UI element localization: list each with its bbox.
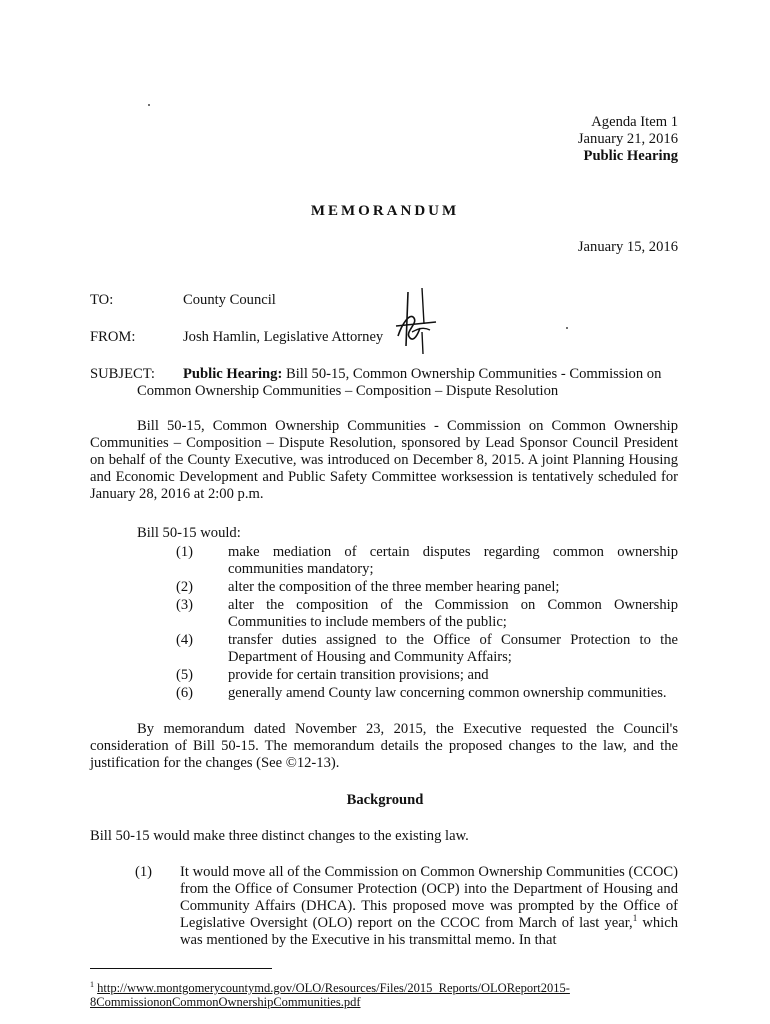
footnote-ref: 1 [632, 913, 638, 924]
agenda-date: January 21, 2016 [577, 131, 678, 147]
intro-paragraph: Bill 50-15, Common Ownership Communities - Commission on Common Ownership Communities – Composition – Dispute Resolution, sponsored by Lead Sponsor Council President on behalf of the County Executive, was introduced on December 8, 2015. A joint Planning Housing and Economic Development and Public Safety Committee worksession is tentatively scheduled for January 28, 2016 at 2:00 p.m. [90, 418, 678, 502]
scan-speck [566, 327, 568, 329]
subject-text: Bill 50-15, Common Ownership Communities - Commission on [282, 366, 662, 382]
page-title: MEMORANDUM [310, 203, 460, 219]
change-number: (1) [135, 864, 153, 880]
list-item-number: (4) [176, 632, 194, 648]
agenda-hearing: Public Hearing [583, 148, 678, 164]
footnote-number: 1 [90, 980, 94, 989]
from-value: Josh Hamlin, Legislative Attorney [183, 329, 384, 345]
agenda-header [578, 114, 678, 165]
change-paragraph [180, 864, 678, 949]
subject-line2: Common Ownership Communities – Composition – Dispute Resolution [137, 383, 559, 399]
footnote-link[interactable]: http://www.montgomerycountymd.gov/OLO/Resources/Files/2015_Reports/OLOReport2015- [97, 981, 570, 996]
list-item: transfer duties assigned to the Office of Consumer Protection to the Department of Housing and Community Affairs; [228, 632, 678, 665]
signature-image [392, 284, 440, 356]
background-heading: Background [346, 792, 424, 808]
change-text-before: It would move all of the Commission on Common Ownership Communities (CCOC) from the Office of Consumer Protection (OCP) into the Department of Housing and Community Affairs (DHCA). This proposed move was prompted by the Office of Legislative Oversight (OLO) report on the CCOC from March of last year, [180, 864, 678, 931]
scan-speck [148, 104, 150, 106]
executive-paragraph: By memorandum dated November 23, 2015, the Executive requested the Council's consideration of Bill 50-15. The memorandum details the proposed changes to the law, and the justification for the changes (See ©12-13). [90, 721, 678, 771]
bill-would-lead: Bill 50-15 would: [137, 525, 241, 541]
subject-line1 [183, 366, 661, 383]
background-intro: Bill 50-15 would make three distinct changes to the existing law. [90, 828, 469, 844]
memo-date: January 15, 2016 [577, 239, 678, 255]
footnote-link-continued[interactable]: 8CommissiononCommonOwnershipCommunities.pdf [90, 995, 361, 1010]
list-item-number: (3) [176, 597, 194, 613]
list-item-number: (6) [176, 685, 194, 701]
list-item: make mediation of certain disputes regarding common ownership communities mandatory; [228, 544, 678, 577]
list-item-number: (1) [176, 544, 194, 560]
footnote-divider [90, 968, 272, 969]
footnote [90, 978, 570, 1009]
from-label: FROM: [90, 329, 136, 345]
subject-bold: Public Hearing: [183, 366, 283, 382]
to-value: County Council [183, 292, 276, 308]
list-item: provide for certain transition provisions; and [228, 667, 489, 683]
agenda-item: Agenda Item 1 [591, 114, 678, 130]
list-item: alter the composition of the Commission on Common Ownership Communities to include members of the public; [228, 597, 678, 630]
change-text-after: which was mentioned by the Executive in his transmittal memo. In that [180, 915, 678, 948]
list-item: alter the composition of the three member hearing panel; [228, 579, 560, 595]
subject-label: SUBJECT: [90, 366, 155, 382]
list-item: generally amend County law concerning common ownership communities. [228, 685, 667, 701]
to-label: TO: [90, 292, 114, 308]
list-item-number: (2) [176, 579, 194, 595]
list-item-number: (5) [176, 667, 194, 683]
